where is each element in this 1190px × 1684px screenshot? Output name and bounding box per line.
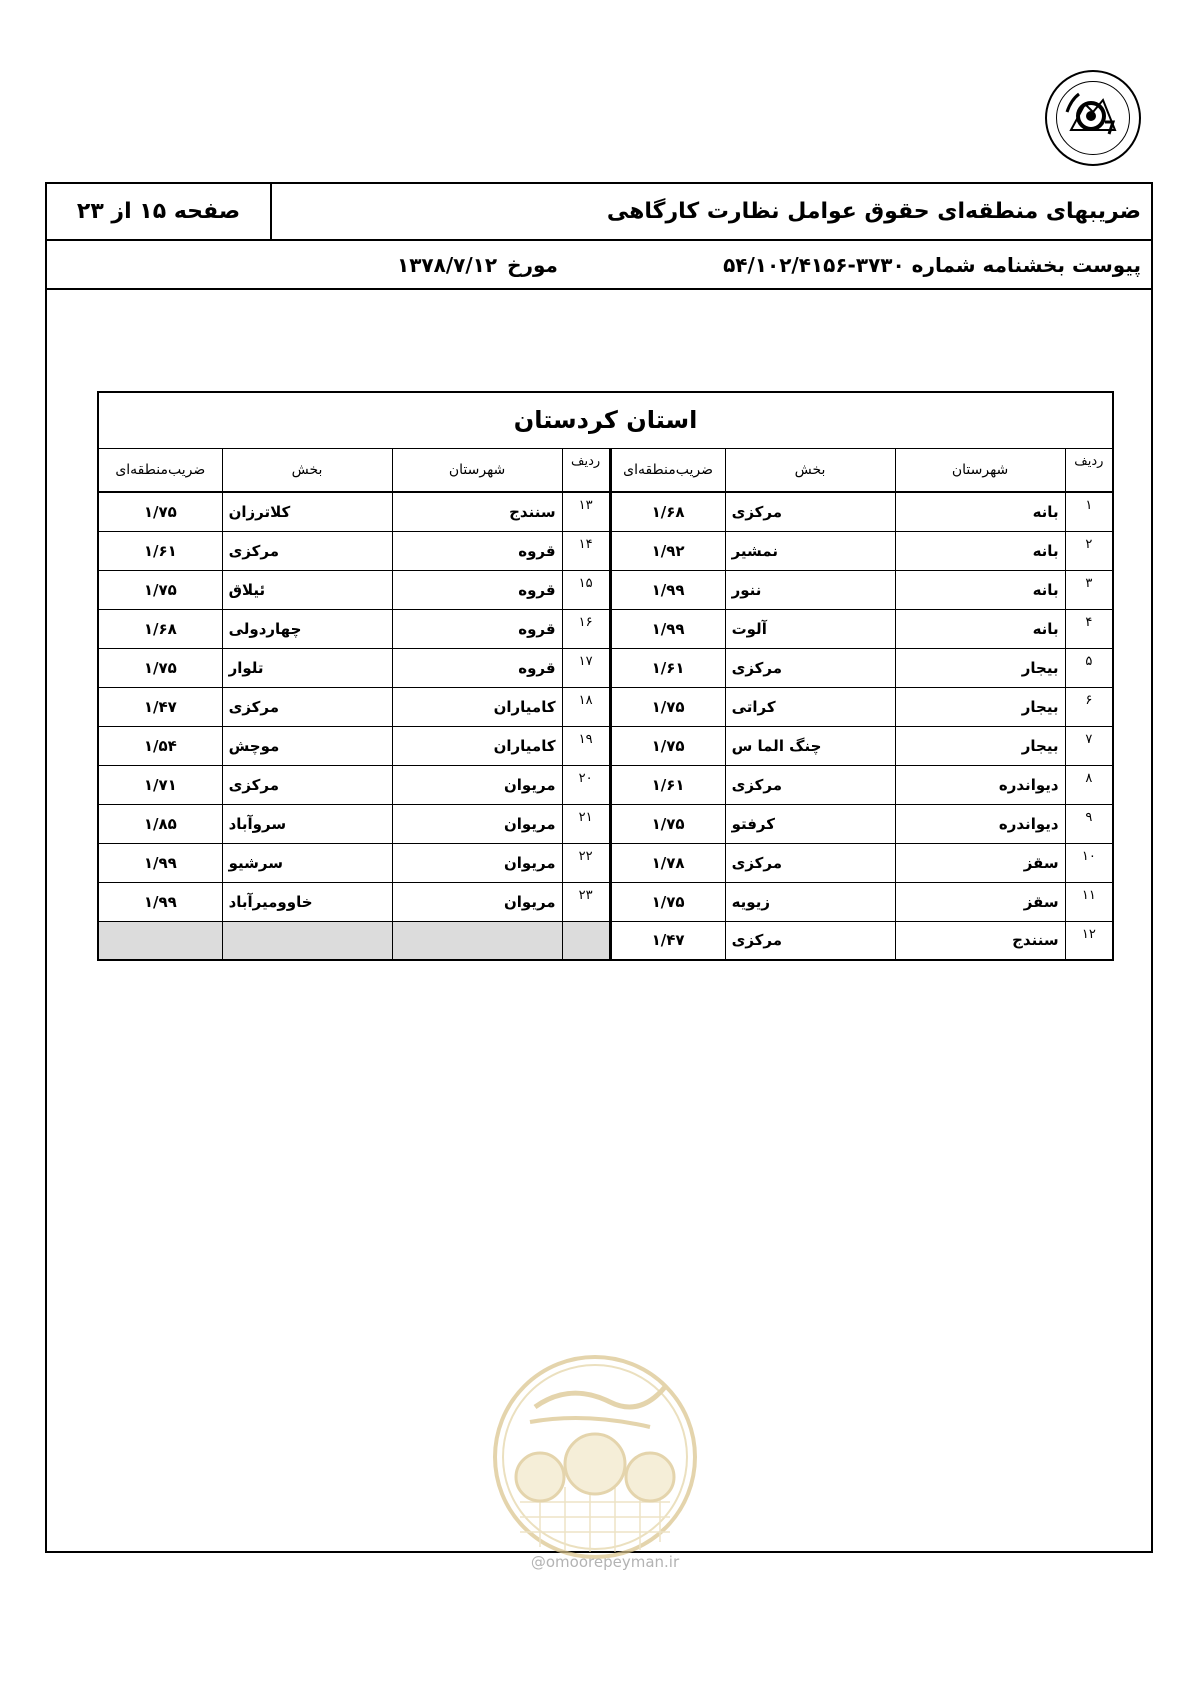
district-cell: مرکزی	[725, 492, 895, 531]
table-row	[98, 765, 1113, 804]
coefficient-cell: ۱/۷۱	[98, 765, 222, 804]
col-header-city: شهرستان	[392, 448, 562, 492]
city-cell: کامیاران	[392, 726, 562, 765]
city-cell: سقز	[895, 882, 1065, 921]
coefficient-cell: ۱/۷۵	[98, 648, 222, 687]
date-label: مورخ	[507, 252, 558, 277]
row-number-cell: ۶	[1065, 687, 1113, 726]
city-cell: قروه	[392, 609, 562, 648]
city-cell: بیجار	[895, 726, 1065, 765]
city-cell: سنندج	[895, 921, 1065, 960]
table-header-row	[98, 448, 1113, 492]
district-cell: چنگ الما س	[725, 726, 895, 765]
header-row-title	[47, 184, 1151, 241]
row-number-cell: ۱۶	[562, 609, 610, 648]
province-name: استان کردستان	[98, 392, 1113, 448]
row-number-cell: ۱۳	[562, 492, 610, 531]
table-row	[98, 531, 1113, 570]
coefficient-cell	[98, 921, 222, 960]
table-row	[98, 648, 1113, 687]
page-number: صفحه ۱۵ از ۲۳	[47, 184, 272, 239]
district-cell: مرکزی	[725, 843, 895, 882]
district-cell: ئیلاق	[222, 570, 392, 609]
table-row	[98, 843, 1113, 882]
col-header-district: بخش	[725, 448, 895, 492]
col-header-row-no: ردیف	[562, 448, 610, 492]
district-cell: سرشیو	[222, 843, 392, 882]
coefficient-cell: ۱/۷۵	[610, 687, 725, 726]
row-number-cell: ۲	[1065, 531, 1113, 570]
city-cell: بانه	[895, 531, 1065, 570]
coefficient-cell: ۱/۶۱	[98, 531, 222, 570]
city-cell: قروه	[392, 648, 562, 687]
coefficient-cell: ۱/۴۷	[98, 687, 222, 726]
row-number-cell: ۱	[1065, 492, 1113, 531]
col-header-district: بخش	[222, 448, 392, 492]
district-cell: مرکزی	[725, 921, 895, 960]
table-row	[98, 726, 1113, 765]
circular-number: پیوست بخشنامه شماره ۳۷۳۰-۵۴/۱۰۲/۴۱۵۶	[723, 252, 1141, 277]
circular-date	[387, 241, 558, 288]
district-cell	[222, 921, 392, 960]
district-cell: تلوار	[222, 648, 392, 687]
city-cell: بیجار	[895, 648, 1065, 687]
row-number-cell: ۱۱	[1065, 882, 1113, 921]
copyright-icon: @	[530, 1553, 546, 1571]
row-number-cell: ۱۰	[1065, 843, 1113, 882]
row-number-cell: ۲۲	[562, 843, 610, 882]
district-cell: آلوت	[725, 609, 895, 648]
row-number-cell: ۱۴	[562, 531, 610, 570]
district-cell: مرکزی	[222, 687, 392, 726]
district-cell: مرکزی	[222, 765, 392, 804]
watermark-url-text: omoorepeyman.ir	[545, 1553, 680, 1571]
district-cell: نمشیر	[725, 531, 895, 570]
row-number-cell: ۵	[1065, 648, 1113, 687]
city-cell: سنندج	[392, 492, 562, 531]
row-number-cell: ۲۱	[562, 804, 610, 843]
city-cell: کامیاران	[392, 687, 562, 726]
coefficient-cell: ۱/۷۵	[98, 492, 222, 531]
district-cell: چهاردولی	[222, 609, 392, 648]
row-number-cell: ۳	[1065, 570, 1113, 609]
coefficient-cell: ۱/۶۱	[610, 648, 725, 687]
district-cell: مرکزی	[725, 765, 895, 804]
city-cell	[392, 921, 562, 960]
district-cell: کلاترزان	[222, 492, 392, 531]
city-cell: دیواندره	[895, 804, 1065, 843]
row-number-cell: ۲۰	[562, 765, 610, 804]
col-header-coef: ضریب‌منطقه‌ای	[610, 448, 725, 492]
city-cell: سقز	[895, 843, 1065, 882]
coefficient-cell: ۱/۹۲	[610, 531, 725, 570]
district-cell: ننور	[725, 570, 895, 609]
coefficient-cell: ۱/۹۹	[610, 609, 725, 648]
province-coefficient-table	[97, 391, 1114, 961]
district-cell: مرکزی	[725, 648, 895, 687]
city-cell: بانه	[895, 609, 1065, 648]
logo-inner-ring	[1056, 81, 1130, 155]
coefficient-cell: ۱/۷۵	[98, 570, 222, 609]
row-number-cell: ۴	[1065, 609, 1113, 648]
row-number-cell	[562, 921, 610, 960]
omoorepeyman-watermark	[490, 1352, 700, 1562]
col-header-row-no: ردیف	[1065, 448, 1113, 492]
coefficient-cell: ۱/۶۱	[610, 765, 725, 804]
coefficient-cell: ۱/۷۵	[610, 882, 725, 921]
city-cell: بیجار	[895, 687, 1065, 726]
city-cell: مریوان	[392, 843, 562, 882]
gear-icon	[1057, 82, 1128, 153]
table-row	[98, 804, 1113, 843]
row-number-cell: ۹	[1065, 804, 1113, 843]
coefficient-cell: ۱/۹۹	[98, 843, 222, 882]
col-header-coef: ضریب‌منطقه‌ای	[98, 448, 222, 492]
district-cell: کرفتو	[725, 804, 895, 843]
district-cell: کراتی	[725, 687, 895, 726]
table-row	[98, 609, 1113, 648]
table-row	[98, 570, 1113, 609]
city-cell: بانه	[895, 570, 1065, 609]
city-cell: قروه	[392, 570, 562, 609]
city-cell: قروه	[392, 531, 562, 570]
col-header-city: شهرستان	[895, 448, 1065, 492]
city-cell: مریوان	[392, 804, 562, 843]
city-cell: دیواندره	[895, 765, 1065, 804]
row-number-cell: ۲۳	[562, 882, 610, 921]
coefficient-cell: ۱/۹۹	[610, 570, 725, 609]
coefficient-cell: ۱/۷۵	[610, 804, 725, 843]
watermark-url	[505, 1553, 705, 1571]
coefficient-cell: ۱/۷۸	[610, 843, 725, 882]
district-cell: مرکزی	[222, 531, 392, 570]
row-number-cell: ۸	[1065, 765, 1113, 804]
header-row-circular	[47, 241, 1151, 290]
district-cell: موچش	[222, 726, 392, 765]
coefficient-cell: ۱/۷۵	[610, 726, 725, 765]
district-cell: زیویه	[725, 882, 895, 921]
table-row	[98, 921, 1113, 960]
date-value: ۱۳۷۸/۷/۱۲	[397, 252, 498, 277]
coefficient-cell: ۱/۶۸	[610, 492, 725, 531]
row-number-cell: ۱۸	[562, 687, 610, 726]
coefficient-cell: ۱/۹۹	[98, 882, 222, 921]
row-number-cell: ۱۵	[562, 570, 610, 609]
district-cell: خاوومیرآباد	[222, 882, 392, 921]
table-row	[98, 882, 1113, 921]
coefficient-cell: ۱/۶۸	[98, 609, 222, 648]
city-cell: بانه	[895, 492, 1065, 531]
row-number-cell: ۱۲	[1065, 921, 1113, 960]
coefficient-cell: ۱/۵۴	[98, 726, 222, 765]
city-cell: مریوان	[392, 765, 562, 804]
coefficient-cell: ۱/۸۵	[98, 804, 222, 843]
row-number-cell: ۱۹	[562, 726, 610, 765]
table-row	[98, 492, 1113, 531]
organization-logo	[1045, 70, 1141, 166]
district-cell: سروآباد	[222, 804, 392, 843]
row-number-cell: ۷	[1065, 726, 1113, 765]
row-number-cell: ۱۷	[562, 648, 610, 687]
table-row	[98, 687, 1113, 726]
coefficient-cell: ۱/۴۷	[610, 921, 725, 960]
document-title: ضریبهای منطقه‌ای حقوق عوامل نظارت کارگاهی	[606, 199, 1141, 224]
city-cell: مریوان	[392, 882, 562, 921]
